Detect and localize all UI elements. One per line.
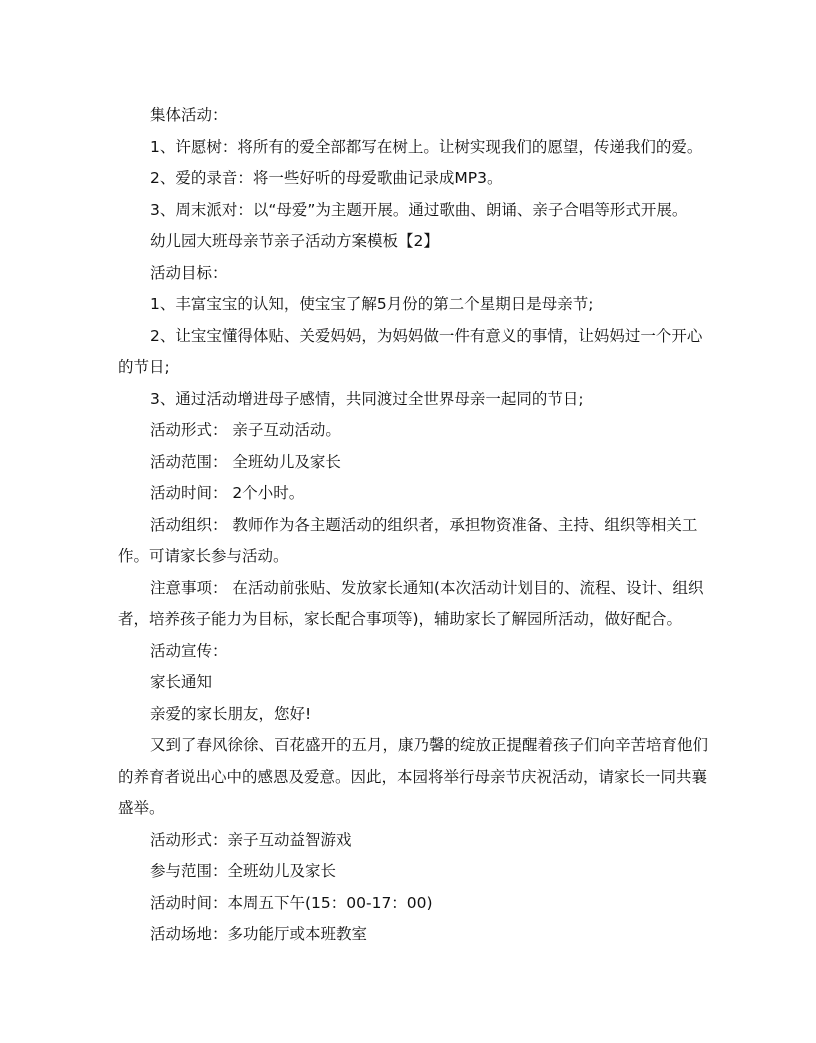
paragraph-event-form: 活动形式：亲子互动益智游戏: [150, 830, 352, 849]
paragraph-publicity: 活动宣传：: [150, 641, 228, 660]
paragraph-activity-organization: 活动组织： 教师作为各主题活动的组织者，承担物资准备、主持、组织等相关工作。可请家长参与活动。: [118, 515, 698, 565]
paragraph-activity-scope: 活动范围： 全班幼儿及家长: [150, 452, 341, 471]
paragraph-greeting: 亲爱的家长朋友，您好!: [150, 704, 312, 723]
paragraph-parent-notice-title: 家长通知: [150, 673, 213, 691]
paragraph-activity-form: 活动形式： 亲子互动活动。: [150, 421, 341, 439]
paragraph-goal-2: 2、让宝宝懂得体贴、关爱妈妈，为妈妈做一件有意义的事情，让妈妈过一个开心的节日;: [118, 326, 703, 376]
paragraph-weekend-party: 3、周末派对：以“母爱”为主题开展。通过歌曲、朗诵、亲子合唱等形式开展。: [150, 200, 688, 219]
document-body: [118, 100, 708, 951]
paragraph-wish-tree: 1、许愿树：将所有的爱全部都写在树上。让树实现我们的愿望，传递我们的爱。: [150, 137, 703, 156]
paragraph-collective-activities: 集体活动：: [150, 106, 228, 124]
paragraph-notice-body: 又到了春风徐徐、百花盛开的五月，康乃馨的绽放正提醒着孩子们向辛苦培育他们的养育者说出心中的感恩及爱意。因此，本园将举行母亲节庆祝活动，请家长一同共襄盛举。: [118, 736, 709, 817]
paragraph-notes: 注意事项： 在活动前张贴、发放家长通知(本次活动计划目的、流程、设计、组织者，培养孩子能力为目标，家长配合事项等)，辅助家长了解园所活动，做好配合。: [118, 578, 704, 628]
paragraph-event-time: 活动时间：本周五下午(15：00-17：00): [150, 893, 433, 912]
paragraph-participants: 参与范围：全班幼儿及家长: [150, 862, 337, 880]
paragraph-goal-1: 1、丰富宝宝的认知，使宝宝了解5月份的第二个星期日是母亲节;: [150, 295, 594, 313]
paragraph-activity-goals: 活动目标：: [150, 263, 228, 282]
paragraph-goal-3: 3、通过活动增进母子感情，共同渡过全世界母亲一起同的节日;: [150, 389, 584, 408]
paragraph-event-venue: 活动场地：多功能厅或本班教室: [150, 925, 368, 943]
section-heading: 幼儿园大班母亲节亲子活动方案模板【2】: [150, 232, 439, 250]
paragraph-love-recording: 2、爱的录音：将一些好听的母爱歌曲记录成MP3。: [150, 169, 503, 187]
paragraph-activity-time: 活动时间： 2个小时。: [150, 484, 305, 502]
